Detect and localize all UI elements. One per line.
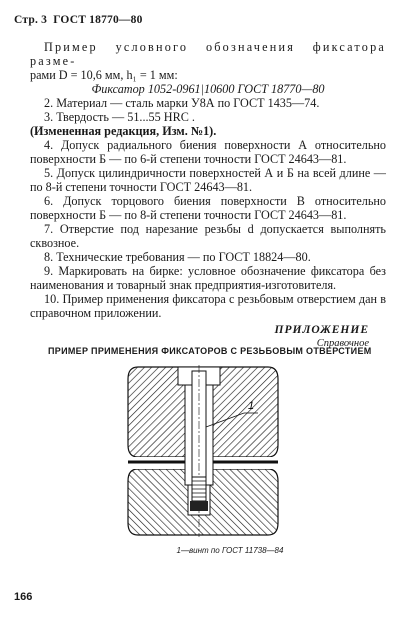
item-6: 6. Допуск торцового биения поверхности В относительно поверхности Б — по 8-й степени точности ГОСТ 24643—81. — [30, 194, 386, 222]
intro-line-1: Пример условного обозначения фиксатора разме- — [30, 40, 386, 68]
page-number: 166 — [14, 591, 33, 603]
amendment-note: (Измененная редакция, Изм. №1). — [30, 124, 217, 138]
intro-line-2: рами D = 10,6 мм, h₁ = 1 мм: — [30, 68, 178, 82]
callout-number: 1 — [248, 400, 255, 412]
appendix-title: ПРИЛОЖЕНИЕ — [274, 324, 369, 336]
figure-caption: 1—винт по ГОСТ 11738—84 — [176, 546, 284, 555]
page-header — [14, 14, 143, 26]
item-5: 5. Допуск цилиндричности поверхностей А и Б на всей длине — по 8-й степени точности ГОСТ 24643—81. — [30, 166, 386, 194]
body-text — [30, 40, 386, 320]
item-10: 10. Пример применения фиксатора с резьбовым отверстием дан в справочном приложении. — [30, 292, 386, 320]
item-8: 8. Технические требования — по ГОСТ 18824—80. — [44, 250, 311, 264]
item-7: 7. Отверстие под нарезание резьбы d допускается выполнять сквозное. — [30, 222, 386, 250]
item-2: 2. Материал — сталь марки У8А по ГОСТ 1435—74. — [44, 96, 320, 110]
standard-id: ГОСТ 18770—80 — [53, 14, 143, 26]
item-9: 9. Маркировать на бирке: условное обозначение фиксатора без наименования и товарный знак предприятия-изготовителя. — [30, 264, 386, 292]
designation-example: Фиксатор 1052-0961|10600 ГОСТ 18770—80 — [91, 82, 325, 96]
item-4: 4. Допуск радиального биения поверхности А относительно поверхности Б — по 6-й степени точности ГОСТ 24643—81. — [30, 138, 386, 166]
item-3: 3. Твердость — 51...55 HRC . — [44, 110, 195, 124]
page-label: Стр. 3 — [14, 14, 48, 26]
appendix-subtitle: Справочное — [316, 338, 369, 349]
figure-title: ПРИМЕР ПРИМЕНЕНИЯ ФИКСАТОРОВ С РЕЗЬБОВЫМ ОТВЕРСТИЕМ — [48, 346, 372, 356]
screw — [190, 477, 208, 511]
assembly-drawing — [118, 365, 288, 537]
